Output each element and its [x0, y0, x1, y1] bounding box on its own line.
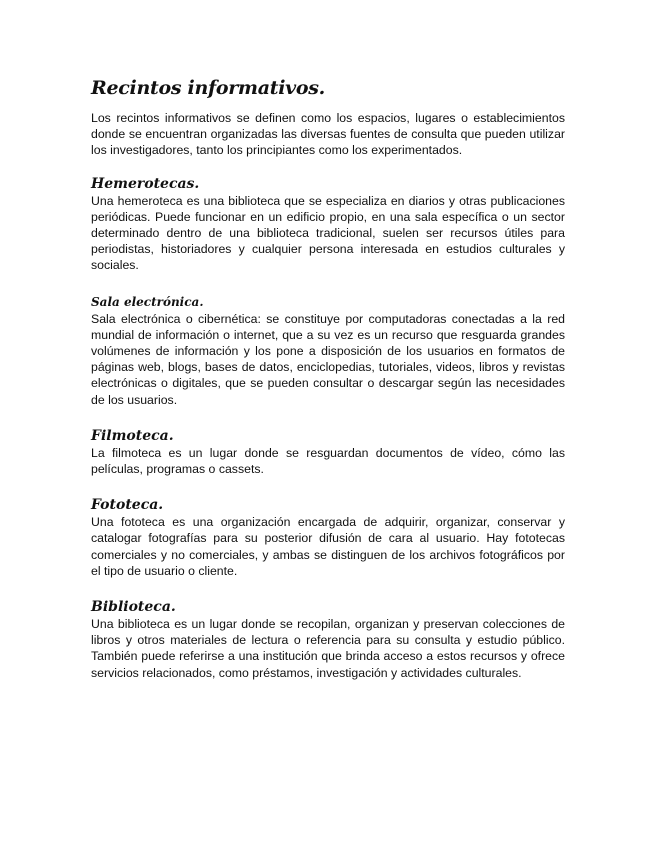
document-content — [91, 76, 565, 681]
section-hemerotecas — [91, 175, 565, 274]
section-paragraph: Una fototeca es una organización encargada de adquirir, organizar, conservar y catalogar fotografías para su posterior difusión de cara al usuario. Hay fototecas comerciales y no comerciales, y ambas se distinguen de los archivos fotográficos por el tipo de usuario o cliente. — [91, 515, 565, 578]
intro-paragraph: Los recintos informativos se definen como los espacios, lugares o establecimientos donde se encuentran organizadas las diversas fuentes de consulta que pueden utilizar los investigadores, tanto los principiantes como los experimentados. — [91, 111, 565, 158]
section-filmoteca — [91, 427, 565, 477]
section-paragraph: Sala electrónica o cibernética: se constituye por computadoras conectadas a la red mundial de información o internet, que a su vez es un recurso que resguarda grandes volúmenes de información y los pone a disposición de los usuarios en formatos de páginas web, blogs, bases de datos, enciclopedias, tutoriales, videos, libros y revistas electrónicas o digitales, que se pueden consultar o descargar según las necesidades de los usuarios. — [91, 311, 565, 407]
section-fototeca — [91, 496, 565, 579]
section-heading: Hemerotecas. — [91, 175, 200, 192]
page-title: Recintos informativos. — [91, 77, 325, 99]
section-sala-electronica — [91, 293, 565, 408]
section-heading: Sala electrónica. — [91, 294, 204, 309]
section-paragraph: Una hemeroteca es una biblioteca que se especializa en diarios y otras publicaciones periódicas. Puede funcionar en un edificio propio, en una sala específica o un sector determinado dentro de una biblioteca tradicional, suelen ser recursos útiles para periodistas, historiadores y cualquier persona interesada en estudios culturales y sociales. — [91, 193, 565, 273]
section-heading: Biblioteca. — [91, 599, 176, 616]
section-heading: Fototeca. — [91, 497, 164, 514]
section-paragraph: La filmoteca es un lugar donde se resguardan documentos de vídeo, cómo las películas, programas o cassets. — [91, 445, 565, 477]
section-biblioteca — [91, 598, 565, 681]
section-paragraph: Una biblioteca es un lugar donde se recopilan, organizan y preservan colecciones de libros y otros materiales de lectura o referencia para su consulta y estudio público. También puede referirse a una institución que brinda acceso a estos recursos y ofrece servicios relacionados, como préstamos, investigación y actividades culturales. — [91, 617, 565, 680]
section-heading: Filmoteca. — [91, 427, 174, 444]
